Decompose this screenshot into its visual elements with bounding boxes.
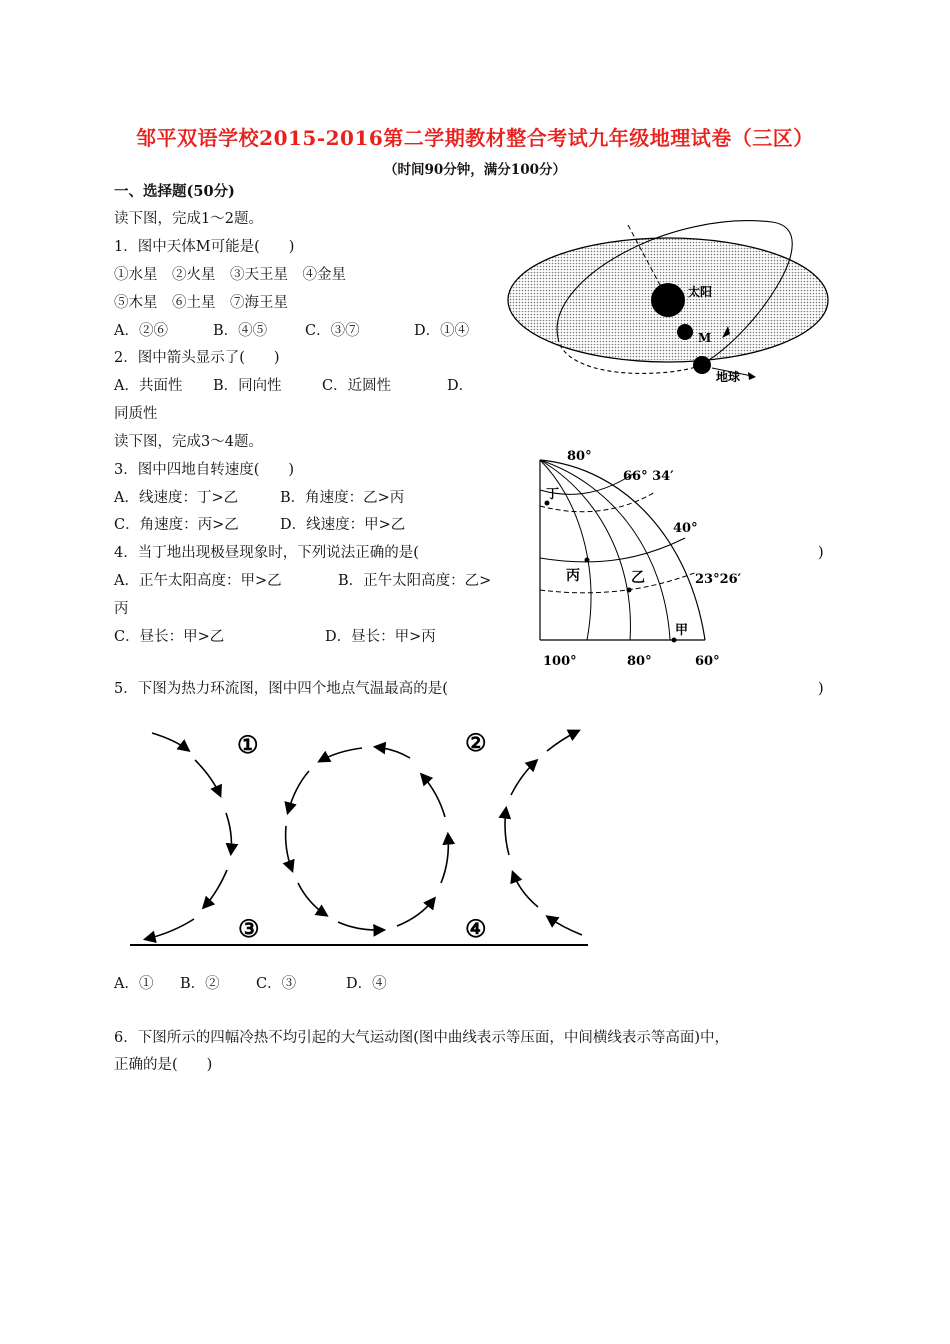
question-1-options-line: ①水星 ②火星 ③天王星 ④金星	[114, 267, 346, 283]
exam-info: （时间90分钟，满分100分）	[384, 162, 566, 178]
option-b: B．④⑤	[213, 323, 268, 339]
solar-system-diagram	[500, 220, 835, 395]
earth-label: 地球	[716, 370, 741, 384]
option-b: B．正午太阳高度：乙>	[338, 573, 492, 589]
label-60: 60°	[695, 654, 720, 669]
option-b: B．②	[180, 976, 220, 992]
option-d: D．昼长：甲>丙	[325, 629, 436, 645]
intro-text: 读下图，完成3～4题。	[114, 434, 263, 450]
flow-arrow	[298, 883, 326, 915]
option-d: D．	[447, 378, 474, 394]
option-b-continued: 丙	[114, 601, 129, 617]
question-2-stem: 2．图中箭头显示了( )	[114, 350, 280, 366]
sun	[651, 283, 685, 317]
flow-arrow	[152, 733, 188, 750]
option-d: D．线速度：甲>乙	[280, 517, 406, 533]
option-a: A．线速度：丁>乙	[114, 490, 239, 506]
label-6634: 66° 34′	[623, 469, 674, 484]
flow-arrow	[204, 870, 227, 907]
option-c: C．③	[256, 976, 297, 992]
option-d: D．①④	[414, 323, 470, 339]
meridian	[540, 460, 670, 640]
flow-arrow	[320, 748, 362, 761]
page-title: 邹平双语学校2015-2016第二学期教材整合考试九年级地理试卷（三区）	[136, 126, 814, 150]
earth	[693, 356, 711, 374]
label-100: 100°	[543, 654, 577, 669]
option-a: A．共面性	[114, 378, 183, 394]
tropic-dashed	[540, 572, 697, 593]
label-jia: 甲	[675, 623, 689, 638]
option-d: D．④	[346, 976, 387, 992]
point-yi	[627, 588, 632, 593]
point-jia	[672, 638, 677, 643]
flow-arrow	[226, 813, 231, 853]
label-yi: 乙	[631, 570, 645, 586]
planet-m	[677, 324, 693, 340]
arrow-head	[748, 372, 756, 380]
option-c: C．角速度：丙>乙	[114, 517, 239, 533]
label-80-lon: 80°	[627, 654, 652, 669]
sun-label: 太阳	[688, 285, 713, 299]
option-c: C．③⑦	[305, 323, 360, 339]
option-d-continued: 同质性	[114, 406, 158, 422]
flow-arrow	[397, 899, 434, 926]
flow-arrow	[146, 919, 194, 939]
flow-arrow	[548, 917, 582, 935]
question-1-options-line: ⑤木星 ⑥土星 ⑦海王星	[114, 295, 288, 311]
flow-arrow	[288, 771, 309, 812]
flow-arrow	[422, 775, 445, 817]
question-6-stem: 6．下图所示的四幅冷热不均引起的大气运动图(图中曲线表示等压面，中间横线表示等高面)中，	[114, 1030, 730, 1046]
section-heading: 一、选择题(50分)	[114, 183, 235, 200]
point-2-label: ②	[465, 728, 487, 757]
option-a: A．正午太阳高度：甲>乙	[114, 573, 282, 589]
flow-arrow	[441, 835, 448, 883]
outer-meridian	[540, 460, 705, 640]
question-3-stem: 3．图中四地自转速度( )	[114, 462, 295, 478]
flow-arrow	[286, 826, 292, 870]
option-c: C．近圆性	[322, 378, 392, 394]
point-3-label: ③	[238, 914, 260, 943]
label-ding: 丁	[546, 487, 560, 502]
option-a: A．②⑥	[114, 323, 168, 339]
lat-lon-grid-diagram	[505, 440, 742, 675]
point-4-label: ④	[465, 914, 487, 943]
flow-arrow	[338, 922, 383, 930]
option-b: B．角速度：乙>丙	[280, 490, 405, 506]
option-b: B．同向性	[213, 378, 282, 394]
question-6-stem-continued: 正确的是( )	[114, 1057, 213, 1073]
question-4-stem: 4．当丁地出现极昼现象时，下列说法正确的是(	[114, 545, 419, 561]
question-5-close-paren: )	[818, 681, 824, 697]
option-a: A．①	[114, 976, 154, 992]
point-1-label: ①	[237, 730, 259, 759]
m-label: M	[698, 331, 712, 345]
label-80-lat: 80°	[567, 449, 592, 464]
question-5-stem: 5．下图为热力环流图，图中四个地点气温最高的是(	[114, 681, 448, 697]
flow-arrow	[511, 761, 536, 795]
option-c: C．昼长：甲>乙	[114, 629, 225, 645]
question-1-stem: 1．图中天体M可能是( )	[114, 239, 295, 255]
label-40: 40°	[673, 521, 698, 536]
flow-arrow	[547, 731, 578, 751]
flow-arrow	[505, 809, 509, 855]
question-4-close-paren: )	[818, 545, 824, 561]
point-bing	[585, 558, 590, 563]
flow-arrow	[376, 747, 410, 758]
intro-text: 读下图，完成1～2题。	[114, 211, 263, 227]
flow-arrow	[513, 873, 538, 907]
flow-arrow	[195, 760, 220, 795]
thermal-circulation-diagram	[120, 715, 600, 955]
label-bing: 丙	[566, 568, 580, 584]
label-2326: 23°26′	[695, 572, 742, 587]
